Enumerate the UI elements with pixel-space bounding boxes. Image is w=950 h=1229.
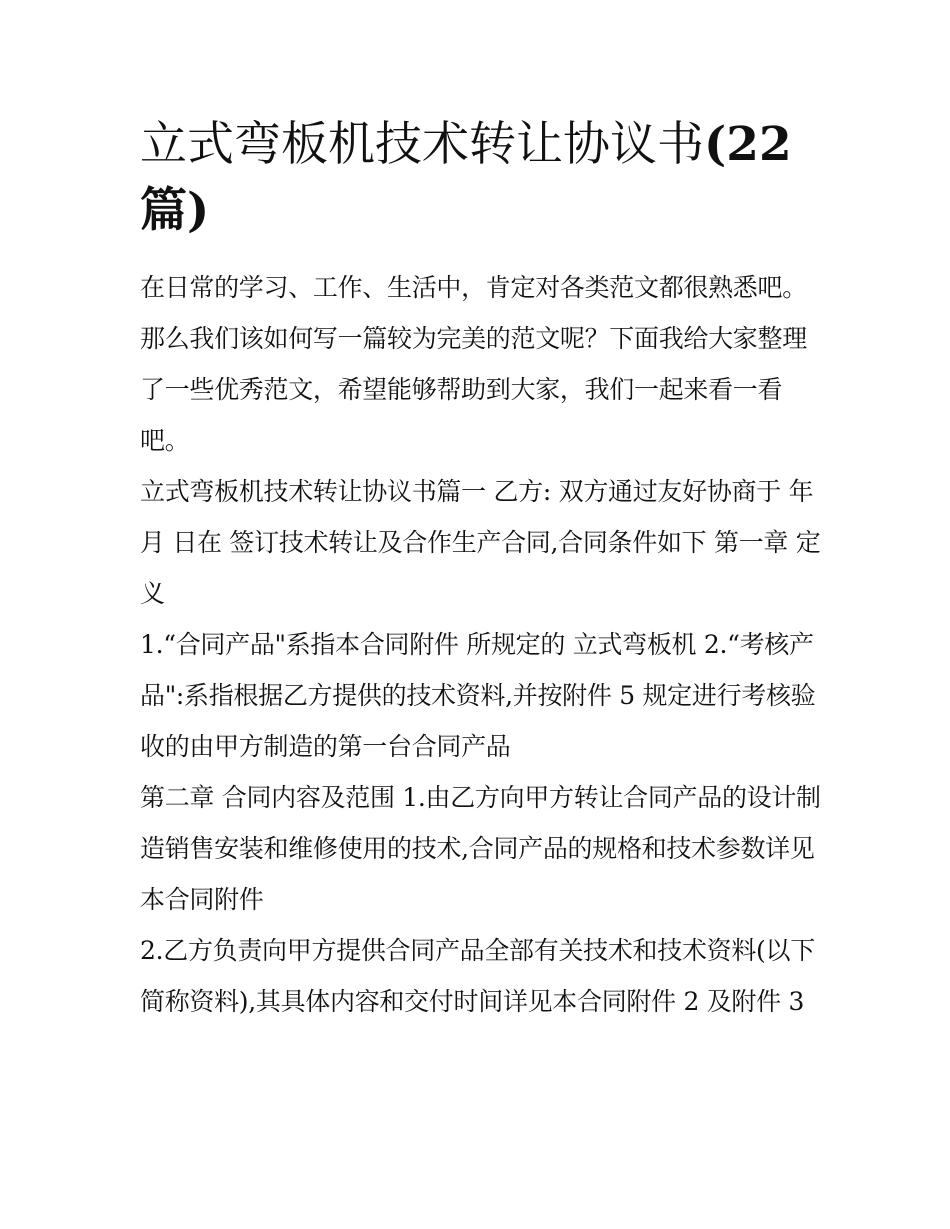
document-content — [140, 112, 830, 1027]
paragraph-section-1: 立式弯板机技术转让协议书篇一 乙方: 双方通过友好协商于 年 月 日在 签订技术转让及合作生产合同,合同条件如下 第一章 定义 — [140, 477, 821, 608]
paragraph-intro: 在日常的学习、工作、生活中，肯定对各类范文都很熟悉吧。那么我们该如何写一篇较为完美的范文呢？下面我给大家整理了一些优秀范文，希望能够帮助到大家，我们一起来看一看吧。 — [140, 273, 807, 455]
title-suffix: (22 — [704, 117, 792, 172]
document-title — [140, 112, 830, 244]
paragraph-clause-2: 2.乙方负责向甲方提供合同产品全部有关技术和技术资料(以下简称资料),其具体内容和交付时间详见本合同附件 2 及附件 3 — [140, 936, 815, 1016]
title-line-2: 篇) — [140, 183, 210, 238]
paragraph-chapter-2: 第二章 合同内容及范围 1.由乙方向甲方转让合同产品的设计制造销售安装和维修使用的技术,合同产品的规格和技术参数详见本合同附件 — [140, 783, 821, 914]
title-text: 立式弯板机技术转让协议书 — [140, 117, 704, 172]
paragraph-definitions: 1.“合同产品"系指本合同附件 所规定的 立式弯板机 2.“考核产品":系指根据乙方提供的技术资料,并按附件 5 规定进行考核验收的由甲方制造的第一台合同产品 — [140, 630, 816, 761]
